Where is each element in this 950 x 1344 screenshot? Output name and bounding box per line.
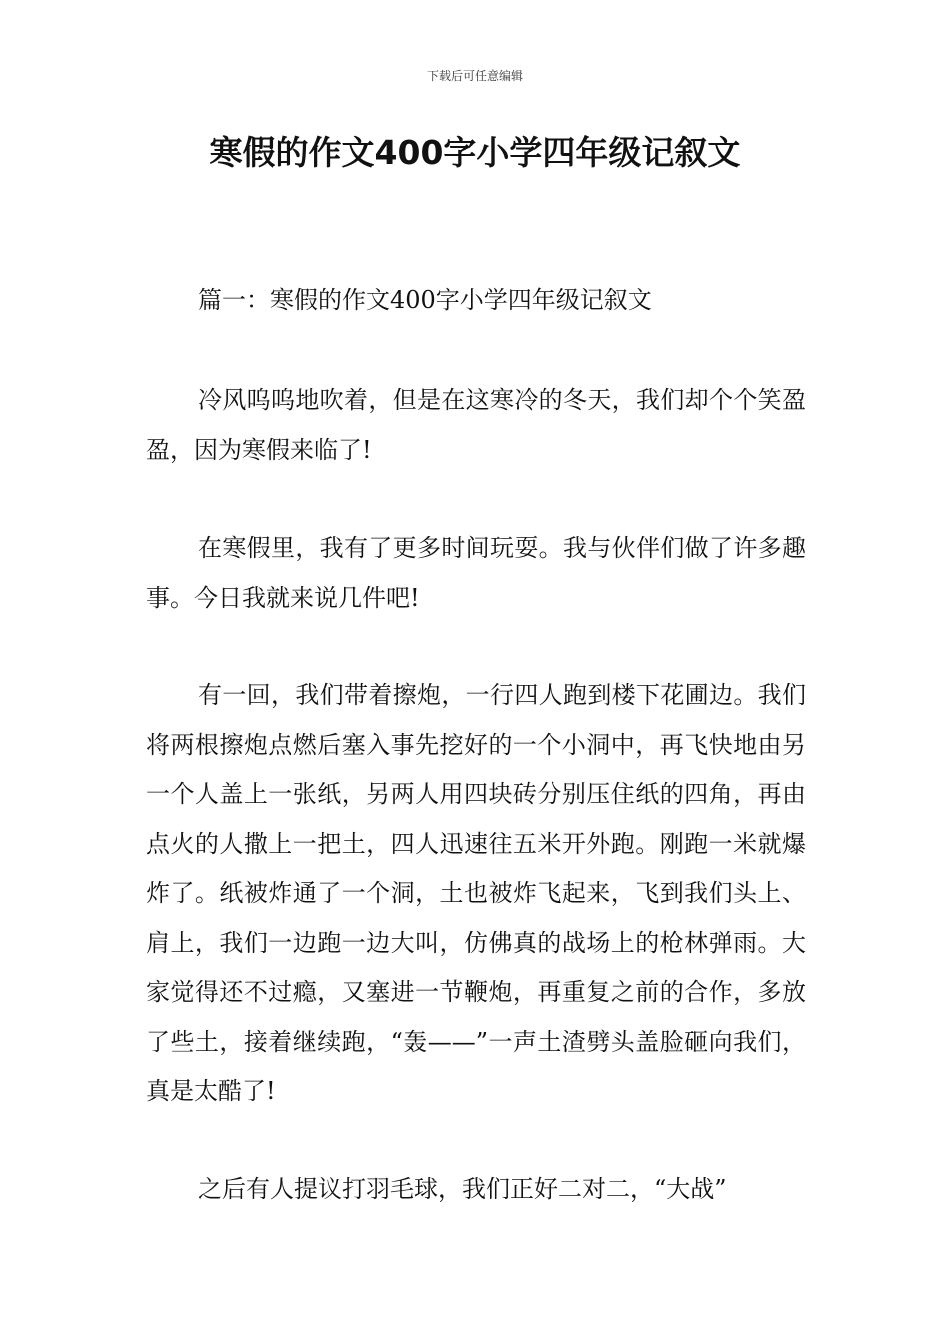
- document-title: 寒假的作文400字小学四年级记叙文: [209, 133, 741, 172]
- paragraph: 有一回，我们带着擦炮，一行四人跑到楼下花圃边。我们将两根擦炮点燃后塞入事先挖好的一个小洞中，再飞快地由另一个人盖上一张纸，另两人用四块砖分别压住纸的四角，再由点火的人撒上一把土，四人迅速往五米开外跑。刚跑一米就爆炸了。纸被炸通了一个洞，土也被炸飞起来，飞到我们头上、肩上，我们一边跑一边大叫，仿佛真的战场上的枪林弹雨。大家觉得还不过瘾，又塞进一节鞭炮，再重复之前的合作，多放了些土，接着继续跑，“轰——”一声土渣劈头盖脸砸向我们，真是太酷了!: [146, 681, 806, 1105]
- section-subtitle: 篇一：寒假的作文400字小学四年级记叙文: [198, 286, 652, 314]
- paragraph: 之后有人提议打羽毛球，我们正好二对二，“大战”: [198, 1175, 727, 1203]
- paragraph: 在寒假里，我有了更多时间玩耍。我与伙伴们做了许多趣事。今日我就来说几件吧!: [146, 534, 806, 612]
- paragraph: 冷风呜呜地吹着，但是在这寒冷的冬天，我们却个个笑盈盈，因为寒假来临了!: [146, 386, 806, 464]
- header-note: 下载后可任意编辑: [426, 69, 523, 83]
